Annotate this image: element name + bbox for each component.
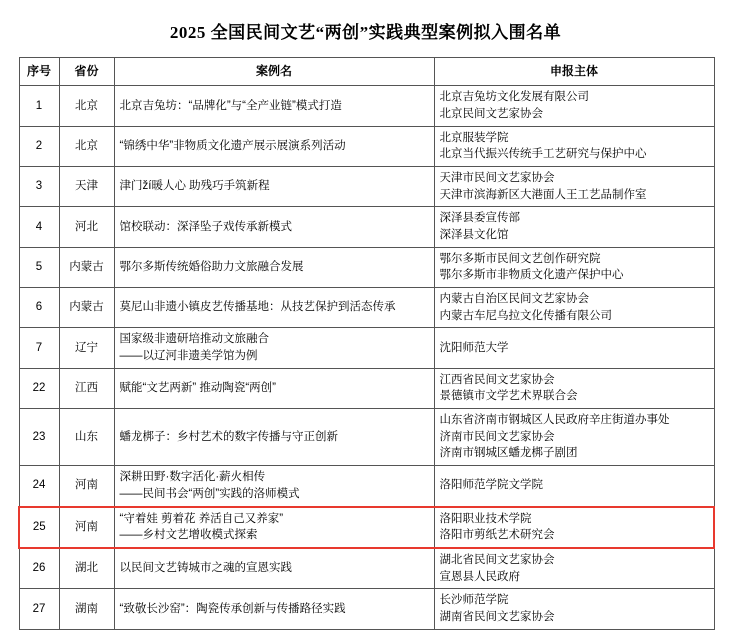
case-name-line-1: 馆校联动：深泽坠子戏传承新模式	[119, 220, 292, 233]
table-row	[19, 167, 714, 207]
cell-applicant	[434, 466, 714, 507]
table-row	[19, 466, 714, 507]
column-header-applicant: 申报主体	[434, 58, 714, 86]
table-row	[19, 288, 714, 328]
cell-applicant	[434, 207, 714, 247]
cell-index: 6	[19, 288, 59, 328]
cell-applicant	[434, 126, 714, 166]
column-header-case-name: 案例名	[114, 58, 434, 86]
applicant-line-1: 江西省民间文艺家协会	[439, 373, 555, 386]
case-name-line-1: “致敬长沙窑”：陶瓷传承创新与传播路径实践	[119, 602, 346, 615]
cell-index: 22	[19, 368, 59, 408]
cell-province: 河南	[59, 466, 114, 507]
table-row	[19, 328, 714, 368]
table-row	[19, 548, 714, 589]
applicant-line-1: 鄂尔多斯市民间文艺创作研究院	[439, 252, 601, 265]
cell-index: 3	[19, 167, 59, 207]
applicant-line-3: 济南市钢城区蟠龙梆子剧团	[439, 447, 578, 460]
cell-case-name	[114, 247, 434, 287]
applicant-line-1: 湖北省民间文艺家协会	[439, 553, 555, 566]
applicant-line-2: 北京民间文艺家协会	[439, 108, 543, 121]
table-row	[19, 409, 714, 466]
cell-province: 内蒙古	[59, 288, 114, 328]
cell-case-name	[114, 368, 434, 408]
case-name-line-1: 津门ží暖人心 助残巧手筑新程	[119, 180, 270, 193]
cell-applicant	[434, 589, 714, 629]
applicant-line-2: 内蒙古车尼乌拉文化传播有限公司	[439, 309, 612, 322]
cell-applicant	[434, 167, 714, 207]
table-body	[19, 86, 714, 629]
cell-province: 河南	[59, 507, 114, 548]
case-name-line-2: ——民间书会“两创”实践的洛师模式	[119, 487, 300, 500]
cell-case-name	[114, 86, 434, 126]
applicant-line-1: 山东省济南市钢城区人民政府辛庄街道办事处	[439, 414, 670, 427]
cell-case-name	[114, 207, 434, 247]
cell-index: 5	[19, 247, 59, 287]
table-row	[19, 126, 714, 166]
cell-applicant	[434, 86, 714, 126]
cell-province: 北京	[59, 126, 114, 166]
candidate-list-table	[18, 57, 715, 630]
column-header-province: 省份	[59, 58, 114, 86]
case-name-line-1: 深耕田野·数字活化·薪火相传	[119, 471, 266, 484]
case-name-line-1: “守着娃 剪着花 养活自己又养家”	[119, 512, 284, 525]
applicant-line-2: 洛阳市剪纸艺术研究会	[439, 529, 555, 542]
cell-applicant	[434, 409, 714, 466]
column-header-index: 序号	[19, 58, 59, 86]
cell-applicant	[434, 507, 714, 548]
cell-case-name	[114, 328, 434, 368]
table-row	[19, 247, 714, 287]
table-row	[19, 86, 714, 126]
page-title: 2025 全国民间文艺“两创”实践典型案例拟入围名单	[169, 23, 562, 42]
case-name-line-1: 鄂尔多斯传统婚俗助力文旅融合发展	[119, 261, 304, 274]
cell-index: 7	[19, 328, 59, 368]
cell-province: 北京	[59, 86, 114, 126]
cell-index: 27	[19, 589, 59, 629]
applicant-line-1: 洛阳师范学院文学院	[439, 479, 543, 492]
applicant-line-1: 深泽县委宣传部	[439, 212, 520, 225]
cell-province: 湖北	[59, 548, 114, 589]
applicant-line-1: 内蒙古自治区民间文艺家协会	[439, 293, 589, 306]
cell-index: 1	[19, 86, 59, 126]
cell-index: 25	[19, 507, 59, 548]
cell-applicant	[434, 548, 714, 589]
table-container	[18, 57, 713, 630]
table-row	[19, 507, 714, 548]
applicant-line-2: 深泽县文化馆	[439, 229, 509, 242]
cell-applicant	[434, 368, 714, 408]
applicant-line-1: 北京吉兔坊文化发展有限公司	[439, 91, 589, 104]
cell-case-name	[114, 167, 434, 207]
case-name-line-1: 莫尼山非遗小镇皮艺传播基地：从技艺保护到活态传承	[119, 301, 396, 314]
cell-applicant	[434, 247, 714, 287]
applicant-line-2: 鄂尔多斯市非物质文化遗产保护中心	[439, 269, 624, 282]
case-name-line-2: ——乡村文艺增收模式探索	[119, 529, 258, 542]
cell-province: 辽宁	[59, 328, 114, 368]
cell-index: 26	[19, 548, 59, 589]
cell-applicant	[434, 328, 714, 368]
case-name-line-1: “锦绣中华”非物质文化遗产展示展演系列活动	[119, 140, 346, 153]
table-row	[19, 589, 714, 629]
table-header	[19, 58, 714, 86]
cell-applicant	[434, 288, 714, 328]
cell-index: 2	[19, 126, 59, 166]
cell-case-name	[114, 409, 434, 466]
cell-province: 河北	[59, 207, 114, 247]
cell-case-name	[114, 548, 434, 589]
cell-index: 23	[19, 409, 59, 466]
cell-province: 江西	[59, 368, 114, 408]
applicant-line-2: 济南市民间文艺家协会	[439, 430, 555, 443]
cell-case-name	[114, 507, 434, 548]
applicant-line-1: 沈阳师范大学	[439, 341, 509, 354]
cell-province: 山东	[59, 409, 114, 466]
applicant-line-1: 北京服装学院	[439, 131, 509, 144]
case-name-line-2: ——以辽河非遗美学馆为例	[119, 350, 258, 363]
cell-case-name	[114, 126, 434, 166]
applicant-line-2: 湖南省民间文艺家协会	[439, 610, 555, 623]
table-row	[19, 207, 714, 247]
case-name-line-1: 蟠龙梆子：乡村艺术的数字传播与守正创新	[119, 430, 338, 443]
applicant-line-2: 宣恩县人民政府	[439, 570, 520, 583]
cell-case-name	[114, 466, 434, 507]
table-row	[19, 368, 714, 408]
case-name-line-1: 以民间文艺铸城市之魂的宣恩实践	[119, 562, 292, 575]
applicant-line-1: 天津市民间文艺家协会	[439, 172, 555, 185]
case-name-line-1: 赋能“文艺两新” 推动陶瓷“两创”	[119, 382, 277, 395]
case-name-line-1: 北京吉兔坊：“品牌化”与“全产业链”模式打造	[119, 99, 342, 112]
applicant-line-1: 洛阳职业技术学院	[439, 512, 532, 525]
table-header-row	[19, 58, 714, 86]
applicant-line-2: 景德镇市文学艺术界联合会	[439, 390, 578, 403]
cell-province: 湖南	[59, 589, 114, 629]
applicant-line-2: 北京当代振兴传统手工艺研究与保护中心	[439, 148, 647, 161]
cell-province: 内蒙古	[59, 247, 114, 287]
case-name-line-1: 国家级非遗研培推动文旅融合	[119, 333, 269, 346]
cell-index: 4	[19, 207, 59, 247]
cell-province: 天津	[59, 167, 114, 207]
cell-case-name	[114, 589, 434, 629]
cell-case-name	[114, 288, 434, 328]
applicant-line-2: 天津市滨海新区大港面人王工艺品制作室	[439, 188, 647, 201]
applicant-line-1: 长沙师范学院	[439, 594, 509, 607]
cell-index: 24	[19, 466, 59, 507]
